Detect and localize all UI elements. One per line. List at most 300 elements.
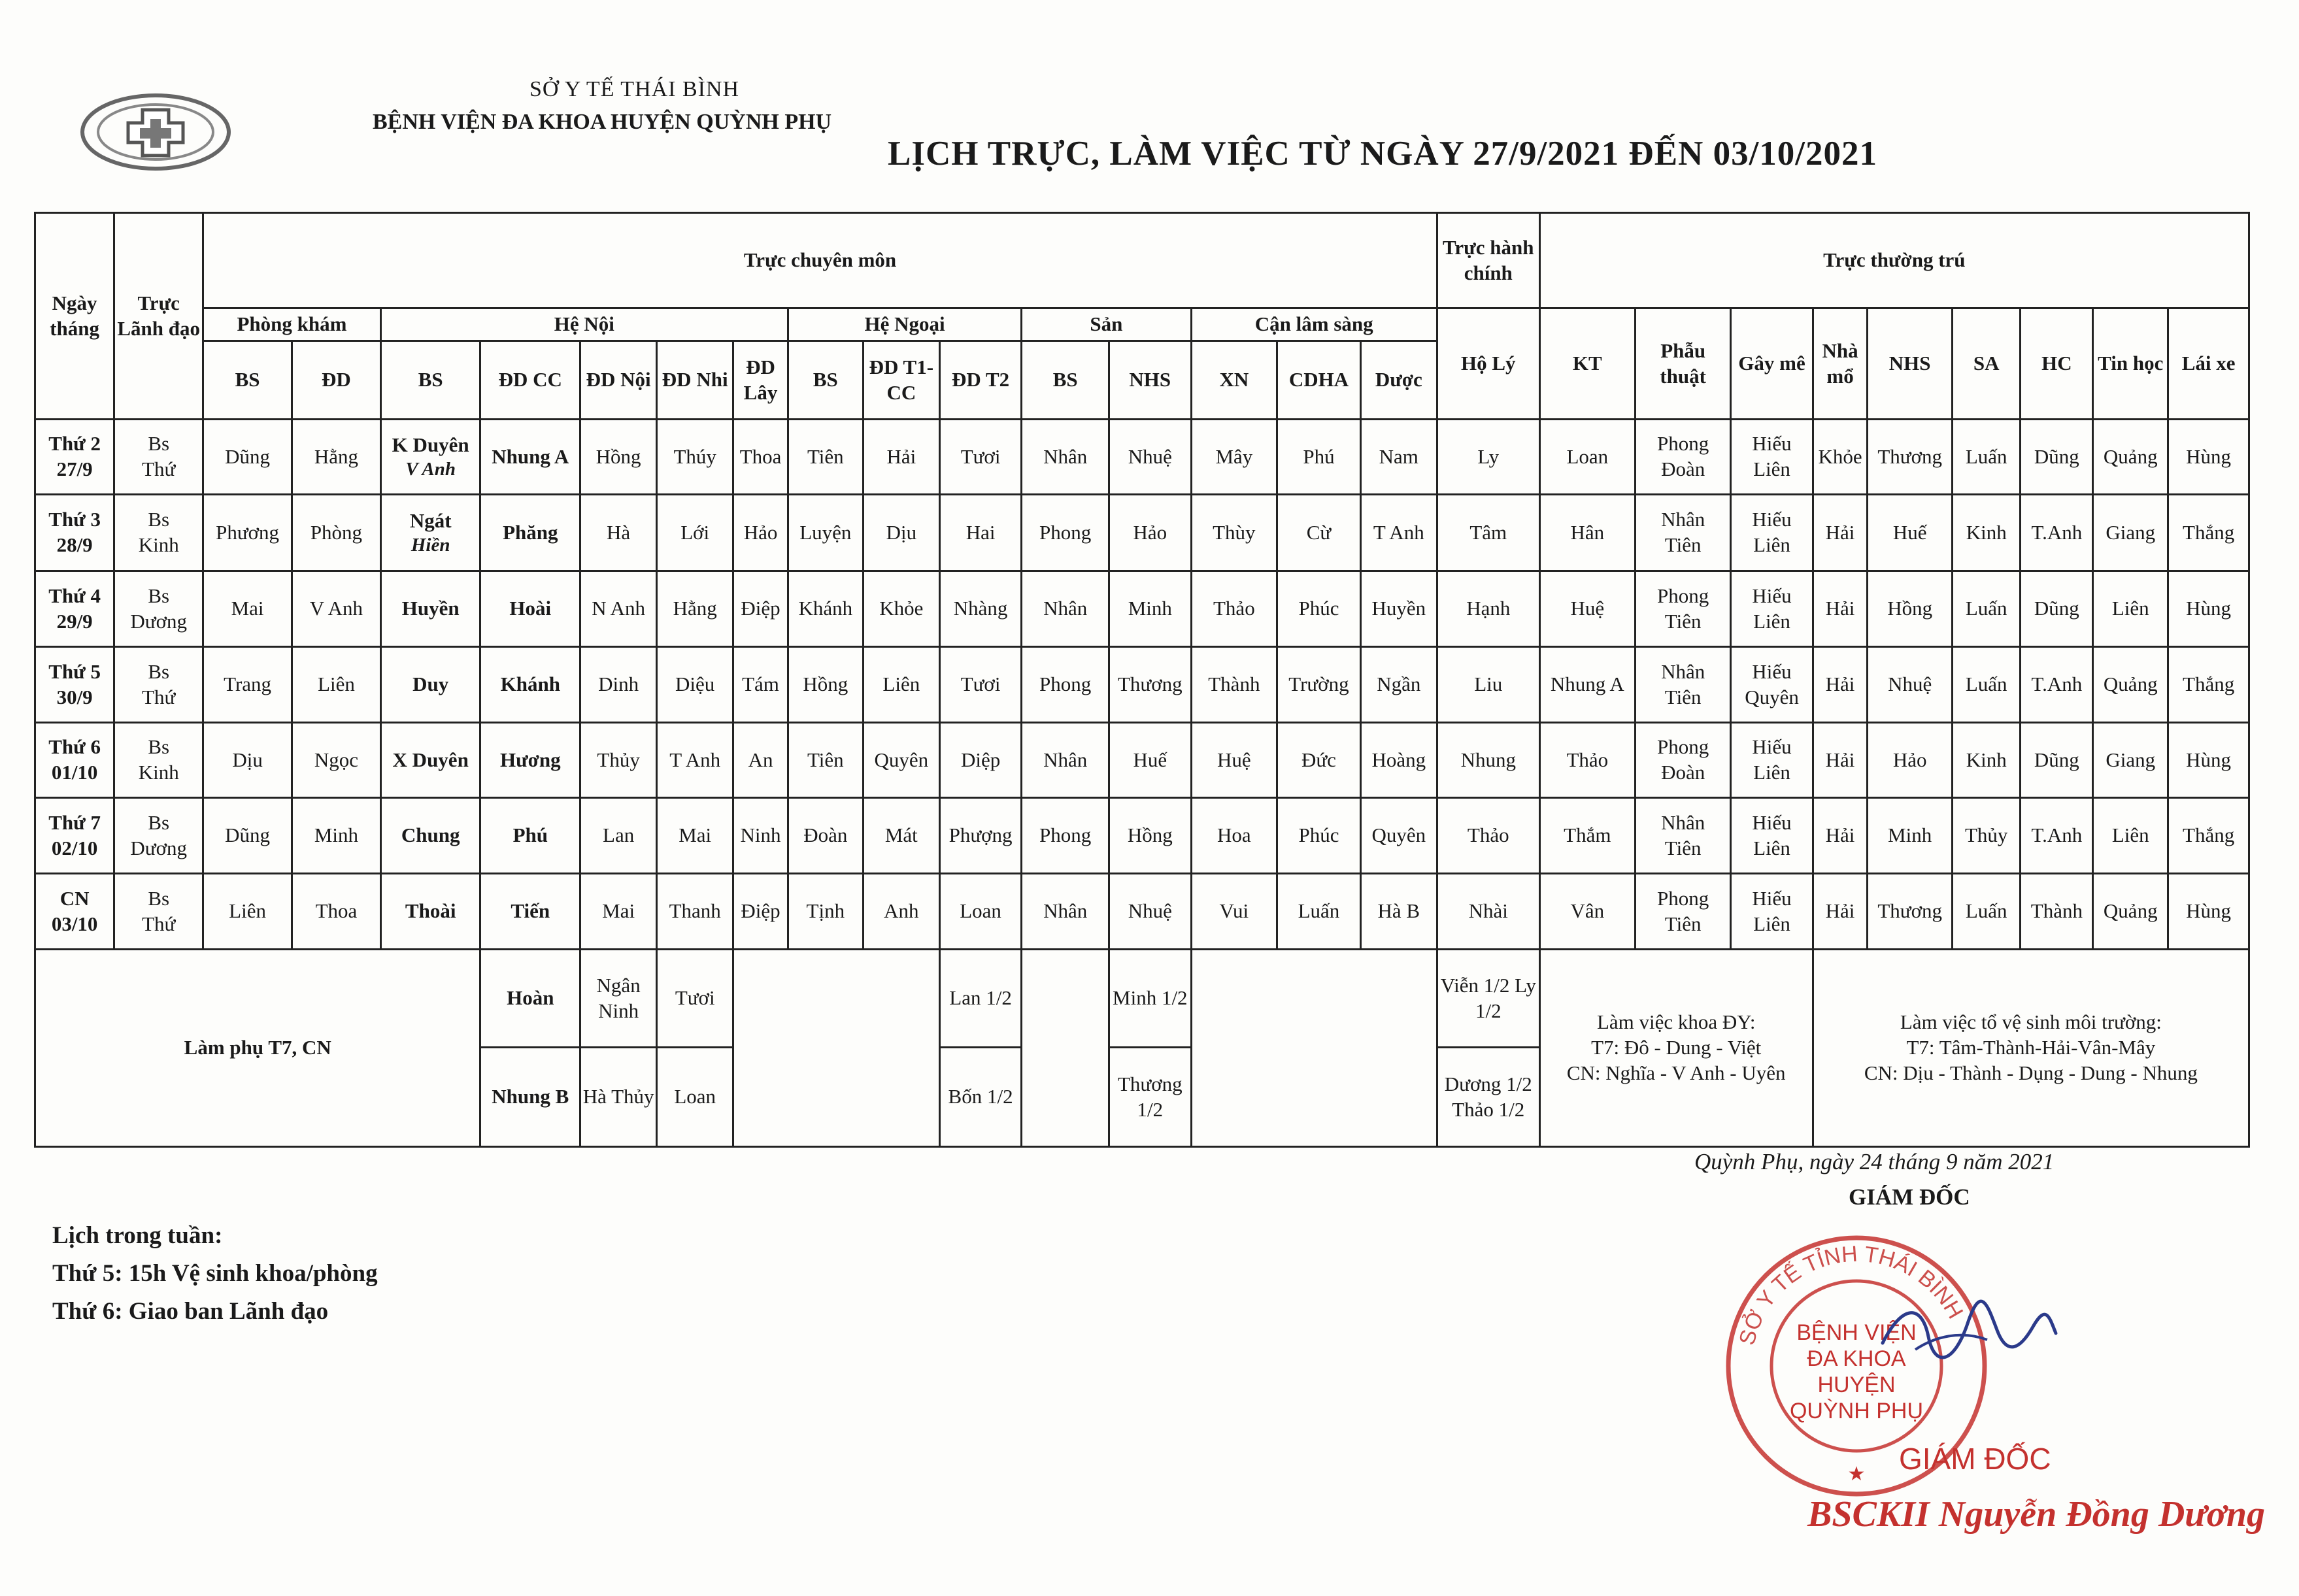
table-cell — [580, 571, 657, 647]
table-cell — [2168, 723, 2249, 798]
table-cell — [2021, 723, 2093, 798]
cell-text: Phúc — [1298, 597, 1339, 620]
note-khoa-dy — [1539, 950, 1813, 1147]
cell-text: Mai — [679, 823, 712, 847]
col-dd1: ĐD — [292, 341, 381, 420]
cell-text: Hồng — [596, 444, 641, 468]
cell-text: Ngát — [409, 508, 452, 532]
cell-text: Mây — [1215, 444, 1253, 468]
col-ddt1: ĐD T1-CC — [863, 341, 939, 420]
cell-text: Thương — [1877, 899, 1942, 923]
col-ddlay: ĐD Lây — [733, 341, 788, 420]
cell-line: Phong — [1657, 886, 1709, 910]
extra-empty-cls — [1191, 950, 1437, 1147]
cell-text: Tiên — [807, 748, 844, 771]
cell-text: Thành — [1208, 673, 1260, 696]
table-cell — [1277, 874, 1361, 950]
table-cell — [292, 495, 381, 571]
date-text: Thứ 2 — [48, 432, 101, 456]
cell-text: Phú — [1303, 444, 1335, 468]
table-cell — [939, 420, 1021, 495]
extra-holy-2: Dương 1/2 Thảo 1/2 — [1437, 1048, 1539, 1147]
cell-text: Nam — [1379, 444, 1418, 468]
cell-text: X Duyên — [392, 748, 469, 771]
stamp-title: GIÁM ĐỐC — [1899, 1442, 2051, 1476]
signer-name: BSCKII Nguyễn Đồng Dương — [1807, 1494, 2265, 1535]
table-cell — [1813, 571, 1868, 647]
col-date-header: Ngày tháng — [35, 213, 114, 420]
table-cell — [1731, 874, 1813, 950]
col-tinhoc: Tin học — [2093, 308, 2168, 420]
table-cell — [1635, 647, 1730, 723]
date-cell — [35, 647, 114, 723]
date-cell — [35, 798, 114, 874]
col-bs4: BS — [1022, 341, 1109, 420]
table-cell — [480, 798, 580, 874]
extra-nhs-2: Thương 1/2 — [1109, 1048, 1191, 1147]
table-cell — [657, 874, 733, 950]
col-guard: Hộ Lý — [1437, 308, 1539, 420]
cell-text: Kinh — [1966, 520, 2007, 544]
cell-text: Anh — [884, 899, 919, 923]
cell-text: Hải — [1825, 823, 1855, 847]
cell-text: T Anh — [1373, 520, 1424, 544]
svg-text:QUỲNH PHỤ: QUỲNH PHỤ — [1789, 1399, 1924, 1423]
date-text: Thứ 5 — [48, 659, 101, 683]
cell-text: Hoàng — [1371, 748, 1426, 771]
cell-text: Nhân — [1043, 899, 1088, 923]
table-cell — [863, 723, 939, 798]
cell-text: Dũng — [225, 823, 270, 847]
cell-text: Minh — [1888, 823, 1932, 847]
cell-text: Hảo — [1892, 748, 1927, 771]
table-cell — [788, 420, 863, 495]
cell-text: Dịu — [232, 748, 263, 771]
cell-text: T.Anh — [2031, 520, 2083, 544]
cell-line: Hiếu — [1752, 810, 1792, 834]
cell-line: Hiếu — [1752, 886, 1792, 910]
table-cell — [2168, 571, 2249, 647]
table-cell — [1437, 420, 1539, 495]
cell-text: Ngọc — [314, 748, 359, 771]
table-cell — [2168, 874, 2249, 950]
cell-text: Nhuệ — [1888, 673, 1932, 696]
note-dy-line-2: T7: Đô - Dung - Việt — [1591, 1036, 1762, 1059]
table-cell — [203, 723, 292, 798]
leader-text: Bs — [148, 508, 170, 531]
table-cell — [788, 874, 863, 950]
cell-text: Nhân — [1043, 748, 1088, 771]
cell-line: Hiếu — [1752, 735, 1792, 759]
table-cell — [1022, 874, 1109, 950]
table-cell — [1813, 420, 1868, 495]
table-cell — [1360, 571, 1437, 647]
table-cell — [733, 495, 788, 571]
table-cell — [939, 647, 1021, 723]
cell-text: Dũng — [225, 444, 270, 468]
col-nhs2: NHS — [1868, 308, 1953, 420]
weekly-schedule — [52, 1217, 378, 1331]
cell-text: Thoa — [739, 444, 782, 468]
date-text: 29/9 — [56, 609, 93, 633]
col-ddnhi: ĐD Nhi — [657, 341, 733, 420]
date-text: 01/10 — [51, 761, 98, 784]
cell-text: Dịu — [886, 520, 917, 544]
table-cell — [863, 798, 939, 874]
table-cell — [1277, 571, 1361, 647]
table-cell — [1952, 874, 2021, 950]
cell-text: Vui — [1219, 899, 1249, 923]
cell-text: K Duyên — [392, 433, 469, 456]
cell-line: Tiên — [1664, 685, 1702, 708]
place-date: Quỳnh Phụ, ngày 24 tháng 9 năm 2021 — [1694, 1149, 2055, 1174]
table-cell — [1868, 647, 1953, 723]
table-cell — [1731, 420, 1813, 495]
table-cell — [1437, 571, 1539, 647]
table-cell — [1868, 723, 1953, 798]
cell-text: Quảng — [2103, 899, 2158, 923]
cell-text: Quảng — [2103, 673, 2158, 696]
cell-text: N Anh — [592, 597, 646, 620]
table-cell — [2093, 420, 2168, 495]
table-cell — [1360, 495, 1437, 571]
cell-text: Nhân — [1043, 444, 1088, 468]
cell-text: Hương — [499, 748, 561, 771]
col-specialty-header: Trực chuyên môn — [203, 213, 1437, 308]
table-cell — [2093, 874, 2168, 950]
table-cell — [1813, 495, 1868, 571]
leader-text: Bs — [148, 432, 170, 456]
extra-ddt2-1: Lan 1/2 — [939, 950, 1021, 1048]
table-cell — [1360, 647, 1437, 723]
table-cell — [863, 874, 939, 950]
leader-cell — [114, 571, 203, 647]
table-cell — [1952, 571, 2021, 647]
cell-text: Thảo — [1213, 597, 1255, 620]
cell-line: Tiên — [1664, 609, 1702, 633]
cell-text: Hà B — [1377, 899, 1420, 923]
table-cell — [939, 798, 1021, 874]
table-cell — [1539, 798, 1635, 874]
table-cell — [1635, 495, 1730, 571]
cell-text: Liên — [318, 673, 355, 696]
table-cell — [1277, 647, 1361, 723]
table-cell — [1731, 798, 1813, 874]
cell-text: Đức — [1301, 748, 1336, 771]
cell-text: Hằng — [314, 444, 359, 468]
cell-text: Đoàn — [803, 823, 848, 847]
cell-text: Nhung — [1460, 748, 1516, 771]
col-cdha: CDHA — [1277, 341, 1361, 420]
cell-text: Thoa — [315, 899, 358, 923]
col-phauthuat: Phẫu thuật — [1635, 308, 1730, 420]
cell-text: Hải — [886, 444, 916, 468]
date-text: CN — [59, 886, 90, 910]
cell-text: Tám — [742, 673, 779, 696]
cell-line: Liên — [1753, 912, 1790, 935]
table-cell — [1635, 874, 1730, 950]
cell-line: Liên — [1753, 836, 1790, 859]
table-cell — [1437, 798, 1539, 874]
cell-text: Thùy — [1213, 520, 1256, 544]
col-xn: XN — [1191, 341, 1277, 420]
cell-text: Lới — [680, 520, 710, 544]
cell-text: Thủy — [597, 748, 640, 771]
cell-text: Thảo — [1566, 748, 1609, 771]
table-cell — [1360, 798, 1437, 874]
table-cell — [1731, 495, 1813, 571]
table-cell — [1437, 647, 1539, 723]
table-cell — [480, 723, 580, 798]
table-cell — [580, 874, 657, 950]
table-cell — [1813, 798, 1868, 874]
cell-text: Liu — [1474, 673, 1503, 696]
table-cell — [1539, 723, 1635, 798]
leader-cell — [114, 647, 203, 723]
table-cell — [1191, 495, 1277, 571]
extra-ddnhi-2: Loan — [657, 1048, 733, 1147]
cell-line: Phong — [1657, 735, 1709, 759]
org-line-1: SỞ Y TẾ THÁI BÌNH — [529, 77, 740, 101]
cell-text: Hồng — [1127, 823, 1173, 847]
extra-ddcc-1: Hoàn — [480, 950, 580, 1048]
table-cell — [580, 798, 657, 874]
table-row — [35, 798, 2249, 874]
cell-text: Mát — [884, 823, 918, 847]
cell-text: Huệ — [1570, 597, 1605, 620]
col-bs2: BS — [380, 341, 480, 420]
date-text: Thứ 7 — [48, 810, 101, 834]
cell-text: Loan — [960, 899, 1001, 923]
table-cell — [380, 647, 480, 723]
leader-text: Bs — [148, 886, 170, 910]
table-cell — [1109, 571, 1191, 647]
cell-text: Thương — [1117, 673, 1183, 696]
table-cell — [1731, 723, 1813, 798]
table-cell — [1109, 874, 1191, 950]
leader-cell — [114, 495, 203, 571]
table-cell — [1731, 647, 1813, 723]
table-cell — [1539, 874, 1635, 950]
date-cell — [35, 495, 114, 571]
cell-text: Hải — [1825, 673, 1855, 696]
cell-text: Hùng — [2186, 899, 2232, 923]
leader-text: Bs — [148, 659, 170, 683]
table-cell — [1952, 495, 2021, 571]
date-text: 03/10 — [51, 912, 98, 935]
table-row — [35, 420, 2249, 495]
cell-text: Huệ — [1217, 748, 1251, 771]
cell-text: Duy — [412, 673, 449, 696]
leader-text: Bs — [148, 810, 170, 834]
table-cell — [863, 495, 939, 571]
cell-text: Điệp — [741, 899, 780, 923]
extra-holy-1: Viễn 1/2 Ly 1/2 — [1437, 950, 1539, 1048]
table-cell — [1635, 571, 1730, 647]
cell-text: Hùng — [2186, 597, 2232, 620]
note-ve-sinh — [1813, 950, 2249, 1147]
table-cell — [1868, 571, 1953, 647]
group-clinic: Phòng khám — [203, 308, 381, 341]
cell-text: Trang — [224, 673, 272, 696]
cell-text: Nhuệ — [1128, 444, 1172, 468]
table-cell — [788, 647, 863, 723]
cell-text: Giang — [2106, 520, 2156, 544]
table-cell — [1635, 420, 1730, 495]
table-cell — [2021, 647, 2093, 723]
cell-text: Thanh — [669, 899, 721, 923]
cell-text: Phăng — [503, 520, 558, 544]
cell-text: Nhung A — [1550, 673, 1624, 696]
leader-cell — [114, 798, 203, 874]
weekly-item-1: Thứ 5: 15h Vệ sinh khoa/phòng — [52, 1260, 378, 1287]
cell-text: Quyên — [1371, 823, 1426, 847]
col-laixe: Lái xe — [2168, 308, 2249, 420]
cell-text: Hải — [1825, 899, 1855, 923]
col-ddt2: ĐD T2 — [939, 341, 1021, 420]
table-cell — [2093, 647, 2168, 723]
cell-text: Hà — [607, 520, 631, 544]
table-cell — [480, 571, 580, 647]
table-cell — [1109, 495, 1191, 571]
cell-text: Thắng — [2183, 823, 2235, 847]
cell-text: Hoa — [1217, 823, 1251, 847]
table-cell — [733, 647, 788, 723]
leader-text: Bs — [148, 735, 170, 759]
cell-text: Tươi — [960, 673, 1001, 696]
cell-text: Nhung A — [492, 444, 569, 468]
cell-text: Hải — [1825, 597, 1855, 620]
extra-ddnoi-1: Ngân Ninh — [580, 950, 657, 1048]
table-cell — [657, 723, 733, 798]
cell-text: Liên — [2111, 823, 2149, 847]
cell-text: Ngần — [1377, 673, 1421, 696]
cell-text: Hảo — [743, 520, 778, 544]
table-cell — [1868, 495, 1953, 571]
cell-text: Nhuệ — [1128, 899, 1172, 923]
cell-text: Tiến — [511, 899, 550, 923]
col-kt: KT — [1539, 308, 1635, 420]
table-cell — [1952, 420, 2021, 495]
date-cell — [35, 874, 114, 950]
cell-text: Hằng — [673, 597, 717, 620]
table-cell — [733, 723, 788, 798]
cell-text: Thắng — [2183, 520, 2235, 544]
col-nhs1: NHS — [1109, 341, 1191, 420]
leader-text: Kinh — [138, 761, 179, 784]
table-cell — [292, 420, 381, 495]
table-cell — [788, 798, 863, 874]
cell-text: Tiên — [807, 444, 844, 468]
cell-text: Phú — [512, 823, 548, 847]
cell-text: Hân — [1570, 520, 1605, 544]
header-row-2 — [35, 308, 2249, 341]
cell-text: Thắng — [2183, 673, 2235, 696]
table-cell — [380, 874, 480, 950]
note-dy-line-1: Làm việc khoa ĐY: — [1596, 1010, 1756, 1034]
table-cell — [292, 874, 381, 950]
table-cell — [657, 647, 733, 723]
table-cell — [657, 495, 733, 571]
note-vs-line-2: T7: Tâm-Thành-Hải-Vân-Mây — [1906, 1036, 2156, 1059]
table-cell — [380, 723, 480, 798]
cell-text: Hải — [1825, 520, 1855, 544]
group-internal: Hệ Nội — [380, 308, 788, 341]
cell-text: Huế — [1892, 520, 1927, 544]
cell-text: Trường — [1288, 673, 1349, 696]
table-cell — [1813, 874, 1868, 950]
cell-text: Phong — [1039, 823, 1092, 847]
cell-text: Hồng — [1887, 597, 1933, 620]
cell-text: Diệu — [675, 673, 715, 696]
cell-text: Liên — [2111, 597, 2149, 620]
table-cell — [380, 571, 480, 647]
table-cell — [1191, 798, 1277, 874]
table-cell — [1868, 798, 1953, 874]
table-cell — [863, 571, 939, 647]
cell-subnote: Hiền — [411, 535, 450, 556]
cell-text: Phượng — [948, 823, 1013, 847]
table-cell — [1277, 723, 1361, 798]
table-cell — [788, 495, 863, 571]
table-cell — [1539, 495, 1635, 571]
cell-text: Liên — [882, 673, 920, 696]
cell-text: Tâm — [1469, 520, 1507, 544]
cell-line: Nhân — [1661, 810, 1705, 834]
cell-text: Thủy — [1964, 823, 2008, 847]
table-cell — [203, 647, 292, 723]
cell-text: Thương — [1877, 444, 1942, 468]
table-cell — [2093, 571, 2168, 647]
cell-text: Thoài — [405, 899, 456, 923]
table-row — [35, 495, 2249, 571]
table-cell — [1437, 874, 1539, 950]
cell-text: An — [748, 748, 773, 771]
table-cell — [2021, 798, 2093, 874]
table-cell — [1109, 420, 1191, 495]
table-cell — [1952, 647, 2021, 723]
table-cell — [1813, 723, 1868, 798]
table-cell — [733, 420, 788, 495]
cell-text: Quảng — [2103, 444, 2158, 468]
weekly-title: Lịch trong tuần: — [52, 1222, 223, 1249]
leader-text: Thứ — [142, 685, 176, 708]
table-cell — [1022, 798, 1109, 874]
cell-text: Vân — [1570, 899, 1605, 923]
table-cell — [1022, 495, 1109, 571]
cell-text: Mai — [231, 597, 264, 620]
extra-ddt2-2: Bốn 1/2 — [939, 1048, 1021, 1147]
table-row — [35, 723, 2249, 798]
table-cell — [1191, 420, 1277, 495]
date-text: Thứ 4 — [48, 584, 101, 607]
table-cell — [580, 420, 657, 495]
table-cell — [657, 798, 733, 874]
table-cell — [380, 420, 480, 495]
table-cell — [1360, 723, 1437, 798]
cell-line: Quyên — [1745, 685, 1799, 708]
table-cell — [1952, 723, 2021, 798]
cell-line: Tiên — [1664, 533, 1702, 556]
cell-text: Thắm — [1564, 823, 1611, 847]
cell-text: V Anh — [309, 597, 363, 620]
table-cell — [733, 798, 788, 874]
table-cell — [1022, 723, 1109, 798]
table-cell — [1539, 647, 1635, 723]
table-cell — [2021, 420, 2093, 495]
table-cell — [1539, 571, 1635, 647]
table-cell — [1277, 798, 1361, 874]
